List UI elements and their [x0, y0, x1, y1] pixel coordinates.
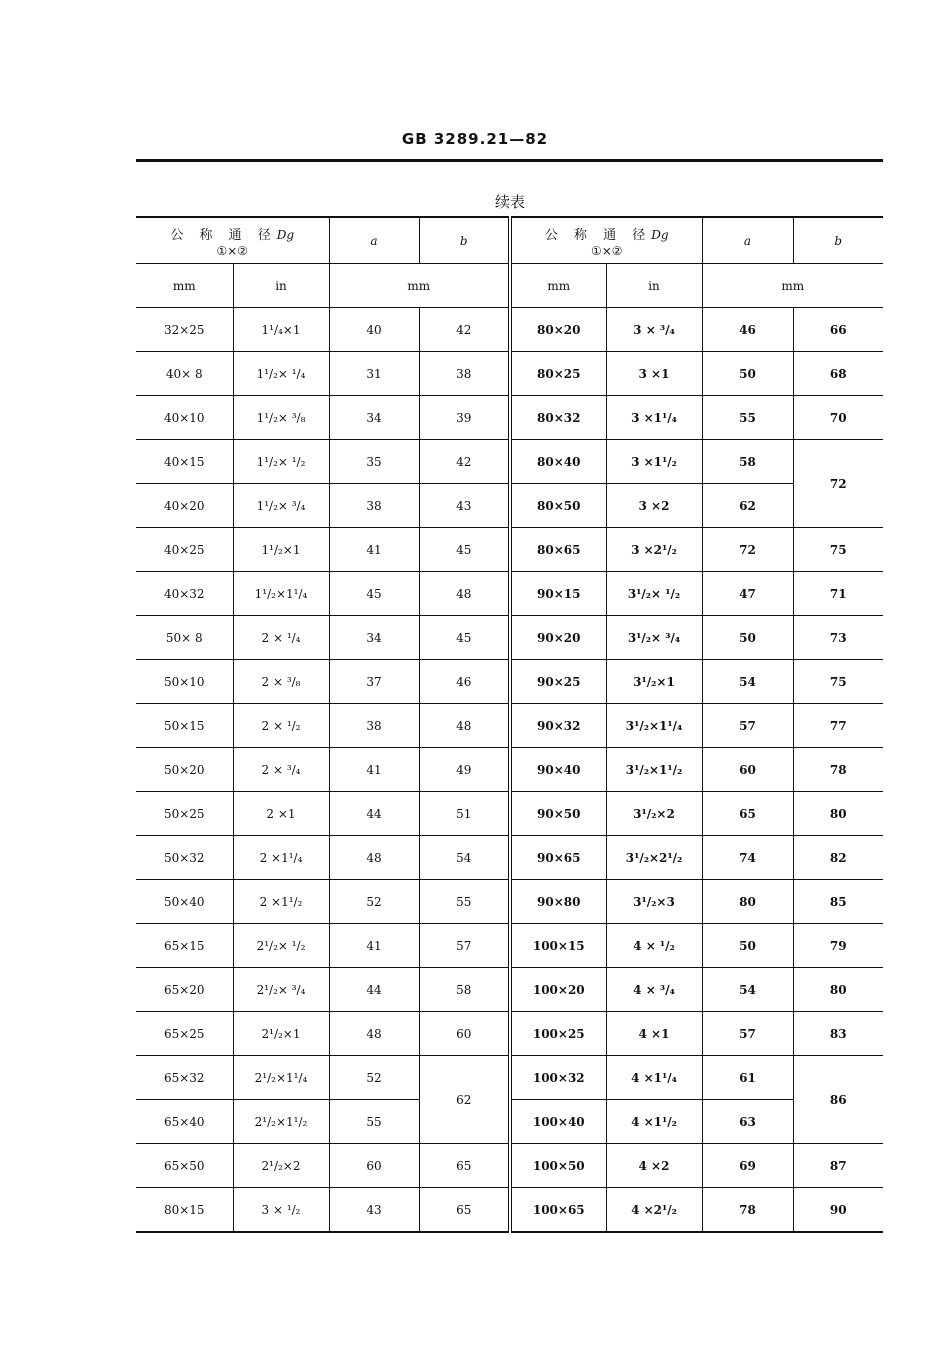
table-row — [136, 792, 883, 836]
cell-right-b: 86 — [793, 1056, 883, 1144]
cell-right-mm: 90×80 — [510, 880, 606, 924]
cell-left-a: 31 — [329, 352, 419, 396]
cell-left-mm: 50×15 — [136, 704, 233, 748]
table-row — [136, 836, 883, 880]
cell-right-a: 63 — [702, 1100, 793, 1144]
cell-right-b: 75 — [793, 660, 883, 704]
cell-left-in: 1¹/₂× ¹/₂ — [233, 440, 329, 484]
table-row — [136, 1188, 883, 1233]
table-row — [136, 484, 883, 528]
cell-left-a: 35 — [329, 440, 419, 484]
cell-left-b: 51 — [419, 792, 510, 836]
cell-left-b: 48 — [419, 572, 510, 616]
cell-right-in: 3¹/₂×3 — [606, 880, 702, 924]
cell-right-b: 83 — [793, 1012, 883, 1056]
cell-left-mm: 65×20 — [136, 968, 233, 1012]
cell-right-in: 3¹/₂×1¹/₂ — [606, 748, 702, 792]
table-row — [136, 660, 883, 704]
unit-in-left: in — [233, 264, 329, 308]
cell-left-b: 42 — [419, 440, 510, 484]
cell-right-b: 75 — [793, 528, 883, 572]
cell-right-mm: 90×40 — [510, 748, 606, 792]
table-row — [136, 1012, 883, 1056]
cell-left-b: 57 — [419, 924, 510, 968]
unit-in-right: in — [606, 264, 702, 308]
cell-right-mm: 80×50 — [510, 484, 606, 528]
cell-left-in: 2 ×1¹/₂ — [233, 880, 329, 924]
cell-right-b: 72 — [793, 440, 883, 528]
cell-left-b: 46 — [419, 660, 510, 704]
cell-left-in: 2 × ³/₈ — [233, 660, 329, 704]
cell-right-a: 61 — [702, 1056, 793, 1100]
cell-right-b: 66 — [793, 308, 883, 352]
cell-right-a: 54 — [702, 660, 793, 704]
cell-right-a: 50 — [702, 352, 793, 396]
cell-left-mm: 40×10 — [136, 396, 233, 440]
cell-left-b: 38 — [419, 352, 510, 396]
unit-ab-left: mm — [329, 264, 510, 308]
cell-left-b: 49 — [419, 748, 510, 792]
cell-left-a: 41 — [329, 924, 419, 968]
cell-left-in: 2¹/₂×1¹/₄ — [233, 1056, 329, 1100]
cell-left-in: 2¹/₂×1¹/₂ — [233, 1100, 329, 1144]
table-row — [136, 528, 883, 572]
cell-right-in: 4 × ¹/₂ — [606, 924, 702, 968]
header-rule — [136, 159, 883, 162]
cell-left-b: 54 — [419, 836, 510, 880]
cell-right-in: 3¹/₂× ¹/₂ — [606, 572, 702, 616]
cell-left-in: 2 × ³/₄ — [233, 748, 329, 792]
cell-left-in: 2 ×1¹/₄ — [233, 836, 329, 880]
cell-left-mm: 40×20 — [136, 484, 233, 528]
cell-left-a: 44 — [329, 968, 419, 1012]
cell-right-b: 80 — [793, 968, 883, 1012]
units-row — [136, 264, 883, 308]
cell-right-a: 80 — [702, 880, 793, 924]
cell-right-a: 50 — [702, 924, 793, 968]
table-row — [136, 440, 883, 484]
cell-right-mm: 90×15 — [510, 572, 606, 616]
cell-right-a: 57 — [702, 1012, 793, 1056]
column-header-b-left: b — [419, 217, 510, 264]
cell-right-in: 3 × ³/₄ — [606, 308, 702, 352]
cell-left-mm: 65×50 — [136, 1144, 233, 1188]
nominal-diameter-label: 公 称 通 径 — [544, 227, 652, 243]
cell-left-mm: 50× 8 — [136, 616, 233, 660]
cell-left-a: 34 — [329, 396, 419, 440]
unit-mm-left: mm — [136, 264, 233, 308]
dg-subscript: ①×② — [216, 243, 249, 258]
cell-right-a: 46 — [702, 308, 793, 352]
cell-right-mm: 90×50 — [510, 792, 606, 836]
cell-left-in: 1¹/₂× ¹/₄ — [233, 352, 329, 396]
table-row — [136, 1056, 883, 1100]
cell-right-mm: 80×20 — [510, 308, 606, 352]
cell-right-a: 47 — [702, 572, 793, 616]
cell-left-in: 1¹/₂× ³/₈ — [233, 396, 329, 440]
column-header-a-left: a — [329, 217, 419, 264]
cell-right-a: 57 — [702, 704, 793, 748]
cell-left-a: 41 — [329, 528, 419, 572]
cell-left-mm: 40×32 — [136, 572, 233, 616]
cell-right-a: 65 — [702, 792, 793, 836]
cell-left-in: 2 ×1 — [233, 792, 329, 836]
cell-right-mm: 100×20 — [510, 968, 606, 1012]
dimension-table — [136, 216, 883, 1233]
cell-left-a: 43 — [329, 1188, 419, 1233]
cell-left-in: 1¹/₂× ³/₄ — [233, 484, 329, 528]
table-row — [136, 1100, 883, 1144]
cell-left-a: 55 — [329, 1100, 419, 1144]
cell-right-a: 69 — [702, 1144, 793, 1188]
cell-right-mm: 100×65 — [510, 1188, 606, 1233]
cell-right-b: 90 — [793, 1188, 883, 1233]
cell-right-mm: 80×25 — [510, 352, 606, 396]
cell-right-a: 74 — [702, 836, 793, 880]
table-row — [136, 572, 883, 616]
table-row — [136, 968, 883, 1012]
cell-left-b: 60 — [419, 1012, 510, 1056]
cell-right-b: 73 — [793, 616, 883, 660]
cell-right-in: 4 ×1 — [606, 1012, 702, 1056]
cell-left-b: 43 — [419, 484, 510, 528]
cell-right-b: 77 — [793, 704, 883, 748]
header-row — [136, 217, 883, 264]
document-header: GB 3289.21—82 — [401, 130, 549, 148]
cell-left-a: 34 — [329, 616, 419, 660]
cell-left-in: 1¹/₂×1 — [233, 528, 329, 572]
cell-left-a: 48 — [329, 1012, 419, 1056]
cell-right-a: 55 — [702, 396, 793, 440]
cell-right-a: 78 — [702, 1188, 793, 1233]
cell-left-b: 48 — [419, 704, 510, 748]
cell-left-b: 65 — [419, 1188, 510, 1233]
cell-right-b: 82 — [793, 836, 883, 880]
cell-right-b: 80 — [793, 792, 883, 836]
table-row — [136, 616, 883, 660]
cell-right-in: 3 ×2¹/₂ — [606, 528, 702, 572]
cell-right-in: 4 ×2¹/₂ — [606, 1188, 702, 1233]
cell-left-mm: 50×20 — [136, 748, 233, 792]
cell-right-b: 68 — [793, 352, 883, 396]
table-row — [136, 1144, 883, 1188]
column-header-b-right: b — [793, 217, 883, 264]
cell-left-a: 45 — [329, 572, 419, 616]
cell-left-mm: 50×40 — [136, 880, 233, 924]
nominal-diameter-header-left — [136, 217, 329, 264]
cell-left-in: 3 × ¹/₂ — [233, 1188, 329, 1233]
cell-right-in: 4 ×1¹/₂ — [606, 1100, 702, 1144]
cell-right-in: 4 × ³/₄ — [606, 968, 702, 1012]
cell-left-in: 2¹/₂× ³/₄ — [233, 968, 329, 1012]
table-row — [136, 704, 883, 748]
cell-right-mm: 100×32 — [510, 1056, 606, 1100]
cell-left-b: 55 — [419, 880, 510, 924]
dg-symbol: Dg — [651, 227, 669, 242]
cell-right-mm: 90×20 — [510, 616, 606, 660]
cell-left-a: 48 — [329, 836, 419, 880]
cell-right-a: 58 — [702, 440, 793, 484]
nominal-diameter-label: 公 称 通 径 — [170, 227, 277, 243]
cell-right-b: 85 — [793, 880, 883, 924]
column-header-a-right: a — [702, 217, 793, 264]
cell-right-a: 60 — [702, 748, 793, 792]
cell-left-a: 44 — [329, 792, 419, 836]
unit-ab-right: mm — [702, 264, 883, 308]
cell-right-b: 79 — [793, 924, 883, 968]
cell-left-a: 40 — [329, 308, 419, 352]
cell-left-mm: 50×32 — [136, 836, 233, 880]
cell-right-a: 54 — [702, 968, 793, 1012]
table-row — [136, 396, 883, 440]
cell-right-in: 4 ×2 — [606, 1144, 702, 1188]
cell-left-b: 45 — [419, 528, 510, 572]
table-caption: 续表 — [494, 193, 525, 211]
cell-right-in: 3 ×1¹/₂ — [606, 440, 702, 484]
cell-left-a: 52 — [329, 880, 419, 924]
cell-left-a: 41 — [329, 748, 419, 792]
cell-left-mm: 65×25 — [136, 1012, 233, 1056]
cell-left-a: 38 — [329, 484, 419, 528]
cell-right-a: 50 — [702, 616, 793, 660]
table-row — [136, 880, 883, 924]
cell-right-in: 3¹/₂×1¹/₄ — [606, 704, 702, 748]
cell-right-in: 3¹/₂× ³/₄ — [606, 616, 702, 660]
cell-right-mm: 80×32 — [510, 396, 606, 440]
cell-left-mm: 40× 8 — [136, 352, 233, 396]
cell-right-in: 4 ×1¹/₄ — [606, 1056, 702, 1100]
cell-left-b: 65 — [419, 1144, 510, 1188]
cell-left-mm: 80×15 — [136, 1188, 233, 1233]
cell-left-mm: 65×40 — [136, 1100, 233, 1144]
cell-right-mm: 90×25 — [510, 660, 606, 704]
cell-left-in: 2¹/₂×2 — [233, 1144, 329, 1188]
cell-right-in: 3¹/₂×1 — [606, 660, 702, 704]
cell-right-a: 62 — [702, 484, 793, 528]
table-row — [136, 748, 883, 792]
cell-left-in: 2¹/₂×1 — [233, 1012, 329, 1056]
cell-left-a: 52 — [329, 1056, 419, 1100]
cell-left-b: 42 — [419, 308, 510, 352]
cell-left-in: 2 × ¹/₂ — [233, 704, 329, 748]
dg-symbol: Dg — [276, 227, 295, 242]
dg-subscript: ①×② — [590, 243, 623, 258]
cell-left-in: 1¹/₄×1 — [233, 308, 329, 352]
table-row — [136, 308, 883, 352]
table-row — [136, 924, 883, 968]
cell-left-mm: 40×15 — [136, 440, 233, 484]
cell-left-mm: 65×32 — [136, 1056, 233, 1100]
cell-left-a: 60 — [329, 1144, 419, 1188]
cell-left-b: 39 — [419, 396, 510, 440]
cell-right-b: 70 — [793, 396, 883, 440]
cell-right-mm: 90×32 — [510, 704, 606, 748]
cell-right-mm: 80×65 — [510, 528, 606, 572]
cell-left-a: 37 — [329, 660, 419, 704]
cell-left-b: 58 — [419, 968, 510, 1012]
cell-right-in: 3 ×1 — [606, 352, 702, 396]
table-row — [136, 352, 883, 396]
cell-right-mm: 100×15 — [510, 924, 606, 968]
nominal-diameter-header-right — [510, 217, 702, 264]
cell-right-mm: 100×50 — [510, 1144, 606, 1188]
cell-right-b: 87 — [793, 1144, 883, 1188]
cell-left-b: 45 — [419, 616, 510, 660]
cell-right-in: 3¹/₂×2 — [606, 792, 702, 836]
cell-right-a: 72 — [702, 528, 793, 572]
unit-mm-right: mm — [510, 264, 606, 308]
cell-left-in: 2¹/₂× ¹/₂ — [233, 924, 329, 968]
cell-left-mm: 40×25 — [136, 528, 233, 572]
cell-right-b: 71 — [793, 572, 883, 616]
cell-left-mm: 50×25 — [136, 792, 233, 836]
cell-right-mm: 100×40 — [510, 1100, 606, 1144]
cell-left-a: 38 — [329, 704, 419, 748]
cell-right-in: 3 ×2 — [606, 484, 702, 528]
cell-left-mm: 50×10 — [136, 660, 233, 704]
cell-right-mm: 100×25 — [510, 1012, 606, 1056]
cell-right-in: 3 ×1¹/₄ — [606, 396, 702, 440]
cell-right-mm: 90×65 — [510, 836, 606, 880]
cell-right-in: 3¹/₂×2¹/₂ — [606, 836, 702, 880]
cell-left-mm: 32×25 — [136, 308, 233, 352]
cell-left-in: 1¹/₂×1¹/₄ — [233, 572, 329, 616]
cell-right-b: 78 — [793, 748, 883, 792]
cell-right-mm: 80×40 — [510, 440, 606, 484]
cell-left-b: 62 — [419, 1056, 510, 1144]
cell-left-in: 2 × ¹/₄ — [233, 616, 329, 660]
cell-left-mm: 65×15 — [136, 924, 233, 968]
